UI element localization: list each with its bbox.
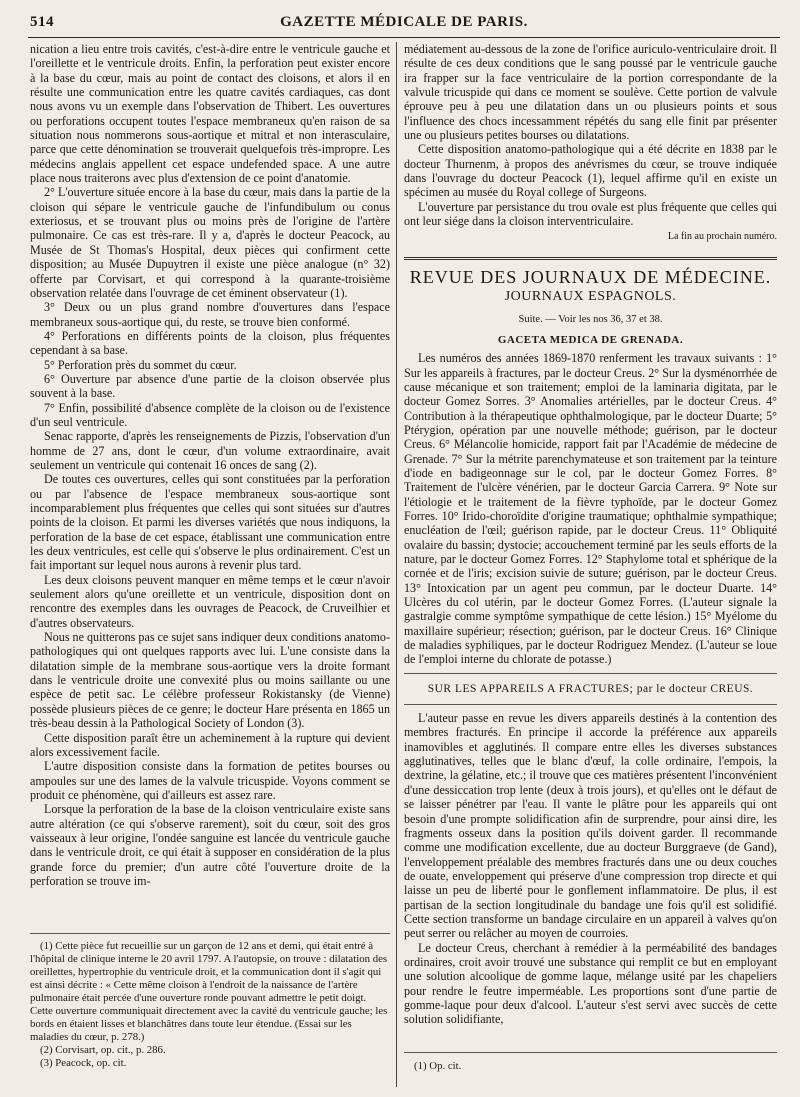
paragraph: 4° Perforations en différents points de la cloison, plus fréquentes cependant à sa base. — [30, 328, 390, 358]
paragraph: Cette disposition paraît être un acheminement à la rupture qui devient alors excessivement facile. — [30, 730, 390, 759]
paragraph: Nous ne quitterons pas ce sujet sans indiquer deux conditions anatomo-pathologiques qui ont quelques rapports avec lui. L'une consiste dans la dilatation simple de la membrane sous-aortique vers la droite formant dans le ventricule droite une convexité plus ou moins saillante ou une espèce de petit sac. Le célèbre professeur Rokistansky (de Vienne) possède plusieurs pièces de ce genre; le docteur Hare présenta en 1865 un très-beau dessin à la Pathological Society of London (3). — [30, 630, 390, 731]
paragraph: Les deux cloisons peuvent manquer en même temps et le cœur n'avoir seulement alors qu'une oreillette et un ventricule, disposition dont on rencontre des exemples dans les ouvrages de Peacock, de Cruveilhier et d'autres observateurs. — [30, 572, 390, 630]
journal-name-heading: GACETA MEDICA DE GRENADA. — [497, 333, 684, 346]
footnote: (3) Peacock, op. cit. — [40, 1057, 127, 1069]
footnote: (1) Cette pièce fut recueillie sur un garçon de 12 ans et demi, qui était entré à l'hôpital de clinique interne le 20 avril 1797. A l'autopsie, on trouve : dilatation des oreillettes, hypertrophie du ventricule droit, et la communication dont il s'agit qui est ainsi décrite : « Cette même cloison à l'endroit de la naissance de l'artère pulmonaire était percée d'une ouverture ronde pouvant admettre le petit doigt. Cette ouverture communiquait directement avec la cavité du ventricule gauche; les bords en étaient lisses et blanchâtres dans toute leur étendue. (Essai sur les maladies du cœur, p. 278.) — [30, 940, 388, 1043]
continuation-note: Suite. — Voir les nos 36, 37 et 38. — [518, 313, 663, 325]
article-heading: SUR LES APPAREILS A FRACTURES; par le docteur CREUS. — [427, 682, 754, 695]
divider — [404, 673, 777, 674]
right-column — [404, 42, 777, 1087]
paragraph: 3° Deux ou un plus grand nombre d'ouvertures dans l'espace membraneux sous-aortique qui, du reste, se trouve bien conformé. — [30, 300, 390, 329]
journal-title: GAZETTE MÉDICALE DE PARIS. — [280, 14, 528, 30]
footnote-rule — [404, 1052, 777, 1053]
page-header — [30, 12, 778, 34]
paragraph: Cette disposition anatomo-pathologique qui a été décrite en 1838 par le docteur Thurnenm, à propos des anévrismes du cœur, se trouve indiquée dans l'ouvrage du docteur Peacock (1), lequel affirme qu'il en existe un spécimen au musée du Royal college of Surgeons. — [404, 142, 777, 200]
paragraph: Le docteur Creus, cherchant à remédier à la perméabilité des bandages ordinaires, croit avoir trouvé une substance qui remplit ce but en employant une solution alcoolique de gomme laque, mélange usité par les chapeliers pour rendre le feutre imperméable. Les proportions sont d'une partie de gomme-laque pour deux d'alcool. L'auteur s'est servi avec succès de cette solution solidifiante, — [404, 940, 777, 1027]
paragraph: 6° Ouverture par absence d'une partie de la cloison observée plus souvent à la base. — [30, 371, 390, 401]
paragraph: nication a lieu entre trois cavités, c'est-à-dire entre le ventricule gauche et l'oreillette et le ventricule droits. Enfin, la perforation peut exister encore à la base du cœur, mais au point de contact des cloisons, et alors il en résulte une communication entre les quatre cavités cardiaques, cas dont nous avons vu un exemple dans l'observation de Thibert. Les ouvertures ou perforations occupent toutes l'espace membraneux qu'en raison de sa situation nous nommerons sous-aortique et mitral et non interasculaire, parce que cette dénomination se trouverait quelquefois très-impropre. Les médecins anglais appellent cet espace undefended space. A une autre place nous traiterons avec plus d'extension de ce point d'anatomie. — [30, 42, 390, 186]
paragraph: L'autre disposition consiste dans la formation de petites bourses ou ampoules sur une des lames de la valvule tricuspide. Voyons comment se produit ce phénomène, qui d'ailleurs est assez rare. — [30, 759, 390, 802]
right-footnotes — [404, 1060, 777, 1073]
paragraph: Lorsque la perforation de la base de la cloison ventriculaire existe sans autre altération (ce qui s'observe rarement), soit du cœur, soit des gros vaisseaux à leur origine, l'ondée sanguine est lancée du ventricule gauche dans le ventricule droit, ce qui était à supposer en considération de la plus grande force du premier; d'un autre côté l'ouverture droite de la perforation se trouve im- — [30, 802, 390, 888]
paragraph: médiatement au-dessous de la zone de l'orifice auriculo-ventriculaire droit. Il résulte de ces deux conditions que le sang poussé par le ventricule gauche ira frapper sur la face ventriculaire de la portion correspondante de la valvule tricuspide qui dans ce moment se soulève. Cette portion de valvule éprouve peu à peu une dilatation dans un ou plusieurs points et sous l'influence des chocs incessamment répétés du sang elle finit par présenter une ou plusieurs petites bourses ou dilatations. — [404, 42, 777, 143]
column-separator — [396, 42, 397, 1087]
left-footnotes — [30, 940, 390, 1070]
page-number: 514 — [30, 14, 54, 30]
left-column — [30, 42, 390, 1087]
paragraph: De toutes ces ouvertures, celles qui sont constituées par la perforation ou par l'absence de l'espace membraneux sous-aortique sont incomparablement plus fréquentes que celles qui sont situées sur d'autres points de la cloison. Et parmi les diverses variétés que nous indiquons, la perforation de la base de cet espace, établissant une communication entre les deux ventricules, est celle qui s'observe le plus ordinairement. C'est un fait important sur lequel nous aurons à revenir plus tard. — [30, 472, 390, 573]
footnote: (1) Op. cit. — [414, 1060, 462, 1072]
footnote: (2) Corvisart, op. cit., p. 286. — [40, 1044, 166, 1056]
paragraph: L'auteur passe en revue les divers appareils destinés à la contention des membres fracturés. En principe il accorde la préférence aux appareils inamovibles et agglutinés. Il compare entre elles les diverses substances agglutinatives, telles que le blanc d'œuf, la colle ordinaire, l'empois, la dextrine, la gélatine, etc.; il trouve que ces matières présentent l'inconvénient d'une dessiccation trop lente (deux à trois jours), et qu'elles ont le défaut de se laisser pénétrer par l'eau. Il vante le plâtre pour les appareils qui ont besoin d'une prompte solidification afin de surprendre, pour ainsi dire, les fragments osseux dans la position qu'ils doivent garder. Il recommande comme une modification excellente, due au docteur Burggraeve (de Gand), l'enveloppement préalable des membres fracturés dans une ou deux couches de ouate, enveloppement qui préserve d'une compression trop directe et qui laisse un peu de liberté pour le gonflement inflammatoire. De plus, il est partisan de la section longitudinale du bandage une fois qu'il est solidifié. Cette section transforme un bandage circulaire en un appareil à valves qu'on peut serrer ou relâcher au moyen de courroies. — [404, 711, 777, 941]
header-rule — [28, 37, 780, 38]
paragraph: L'ouverture par persistance du trou ovale est plus fréquente que celles qui ont leur siége dans la cloison interventriculaire. — [404, 199, 777, 229]
to-be-continued-note: La fin au prochain numéro. — [667, 231, 777, 243]
footnote-rule — [30, 933, 390, 934]
section-title: REVUE DES JOURNAUX DE MÉDECINE. — [409, 266, 772, 287]
paragraph: 2° L'ouverture située encore à la base du cœur, mais dans la partie de la cloison qui sépare le ventricule gauche de l'infundibulum ou conus exteriosus, et se trouvant plus ou moins près de l'origine de l'artère pulmonaire. Ce cas est très-rare. Il y a, d'après le docteur Peacock, au Musée de St Thomas's Hospital, deux pièces qui confirment cette disposition; au Musée Dupuytren il existe une pièce analogue (n° 32) offerte par Corvisart, et qui correspond à la quarante-troisième observation relatée dans l'ouvrage de cet éminent observateur (1). — [30, 185, 390, 300]
paragraph: 5° Perforation près du sommet du cœur. — [44, 357, 237, 372]
subsection-title: JOURNAUX ESPAGNOLS. — [504, 289, 677, 305]
paragraph: 7° Enfin, possibilité d'absence complète de la cloison ou de l'existence d'un seul ventricule. — [30, 400, 390, 429]
section-divider — [404, 257, 777, 260]
paragraph: Les numéros des années 1869-1870 renferment les travaux suivants : 1° Sur les appareils à fractures, par le docteur Creus. 2° Sur la dysménorrhée de cause mécanique et son traitement; emploi de la laminaria digitata, par le docteur Gomez Sorres. 3° Anomalies artérielles, par le docteur Creus. 4° Contribution à la thérapeutique ophthalmologique, par le docteur Duarte; 5° Ptérygion, opération par une nouvelle méthode; guérison, par le docteur Creus. 6° Mélancolie homicide, rapport fait par l'Académie de médecine de Grenade. 7° Sur la métrite parenchymateuse et son traitement par la teinture d'iode en badigeonnage sur le col, par le docteur Gomez Forres. 8° Traitement de l'ulcère vénérien, par le docteur Garcia Carrera. 9° Note sur l'étiologie et le traitement de la fièvre typhoïde, par le docteur Gomez Forres. 10° Irido-choroïdite d'origine traumatique; ophthalmie sympathique; enucléation de l'œil; guérison rapide, par le docteur Creus. 11° Obliquité ovalaire du bassin; dystocie; accouchement terminé par les seuls efforts de la nature, par le docteur Gomez Forres. 12° Staphylome total et sphérique de la cornée et de l'iris; excision suivie de suture; guérison, par le docteur Creus. 13° Intoxication par un agent peu commun, par le docteur Duarte. 14° Ulcères du col utérin, par le docteur Gomez Forres. (L'auteur signale la gastralgie comme symptôme sympathique de cette lésion.) 15° Myélome du maxillaire supérieur; résection; guérison, par le docteur Creus. 16° Clinique de maladies syphiliques, par le docteur Rodriguez Mendez. (L'auteur se loue de l'emploi interne du chlorate de potasse.) — [404, 351, 777, 667]
paragraph: Senac rapporte, d'après les renseignements de Pizzis, l'observation d'un homme de 27 ans, dont le cœur, d'un volume extraordinaire, avait seulement un ventricule qui contenait 16 onces de sang (2). — [30, 429, 390, 472]
divider — [404, 704, 777, 705]
